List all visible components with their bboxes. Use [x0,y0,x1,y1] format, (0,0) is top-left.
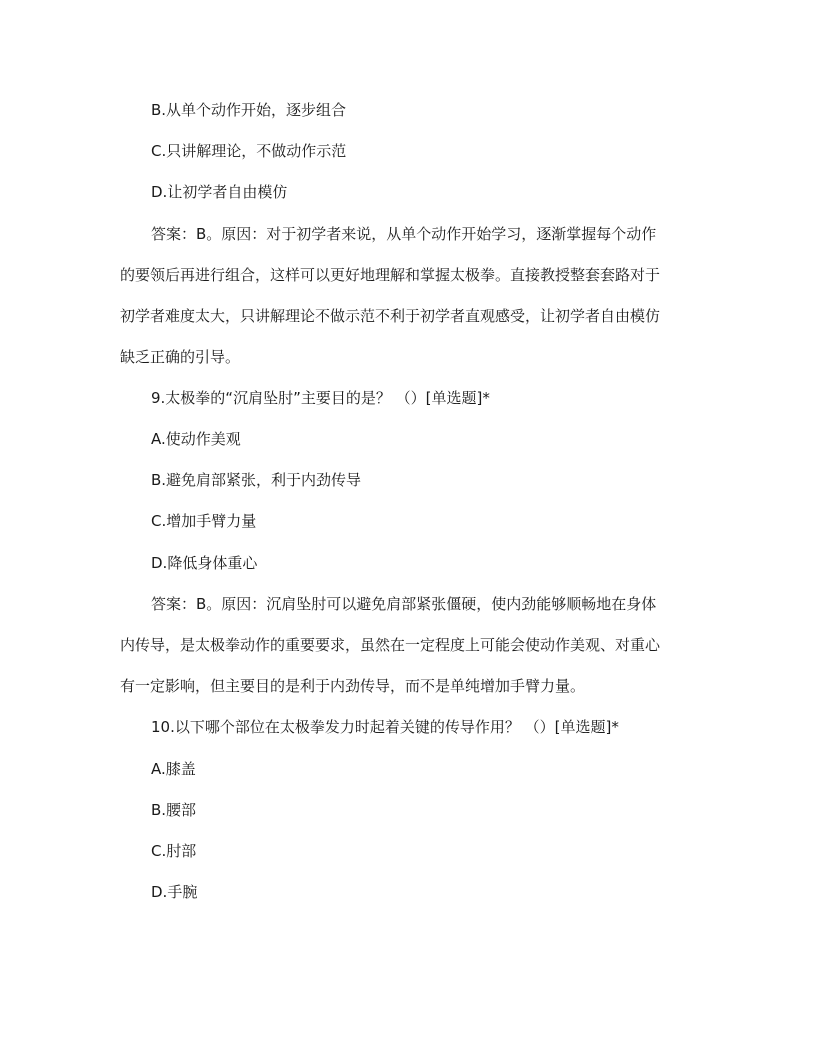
q10-option-a: A.膝盖 [151,760,196,778]
q8-option-c: C.只讲解理论，不做动作示范 [151,142,347,160]
q8-answer-line-2: 的要领后再进行组合，这样可以更好地理解和掌握太极拳。直接教授整套套路对于 [120,266,661,284]
q9-answer-line-3: 有一定影响，但主要目的是利于内劲传导，而不是单纯增加手臂力量。 [120,677,586,695]
q10-question: 10.以下哪个部位在太极拳发力时起着关键的传导作用？ （）[单选题]* [151,718,619,736]
q9-answer-line-1: 答案：B。原因：沉肩坠肘可以避免肩部紧张僵硬，使内劲能够顺畅地在身体 [151,595,657,613]
q9-option-b: B.避免肩部紧张，利于内劲传导 [151,471,362,489]
q8-option-b: B.从单个动作开始，逐步组合 [151,101,347,119]
q8-answer-line-1: 答案：B。原因：对于初学者来说，从单个动作开始学习，逐渐掌握每个动作 [151,225,657,243]
q9-question: 9.太极拳的“沉肩坠肘”主要目的是？ （）[单选题]* [151,389,490,407]
q10-option-c: C.肘部 [151,842,197,860]
q9-answer-line-2: 内传导，是太极拳动作的重要要求，虽然在一定程度上可能会使动作美观、对重心 [120,636,661,654]
q10-option-d: D.手腕 [151,883,198,901]
q8-option-d: D.让初学者自由模仿 [151,183,288,201]
q10-option-b: B.腰部 [151,801,197,819]
q8-answer-line-3: 初学者难度太大，只讲解理论不做示范不利于初学者直观感受，让初学者自由模仿 [120,307,661,325]
q9-option-c: C.增加手臂力量 [151,512,257,530]
q9-option-d: D.降低身体重心 [151,554,258,572]
q8-answer-line-4: 缺乏正确的引导。 [120,348,241,366]
q9-option-a: A.使动作美观 [151,430,241,448]
